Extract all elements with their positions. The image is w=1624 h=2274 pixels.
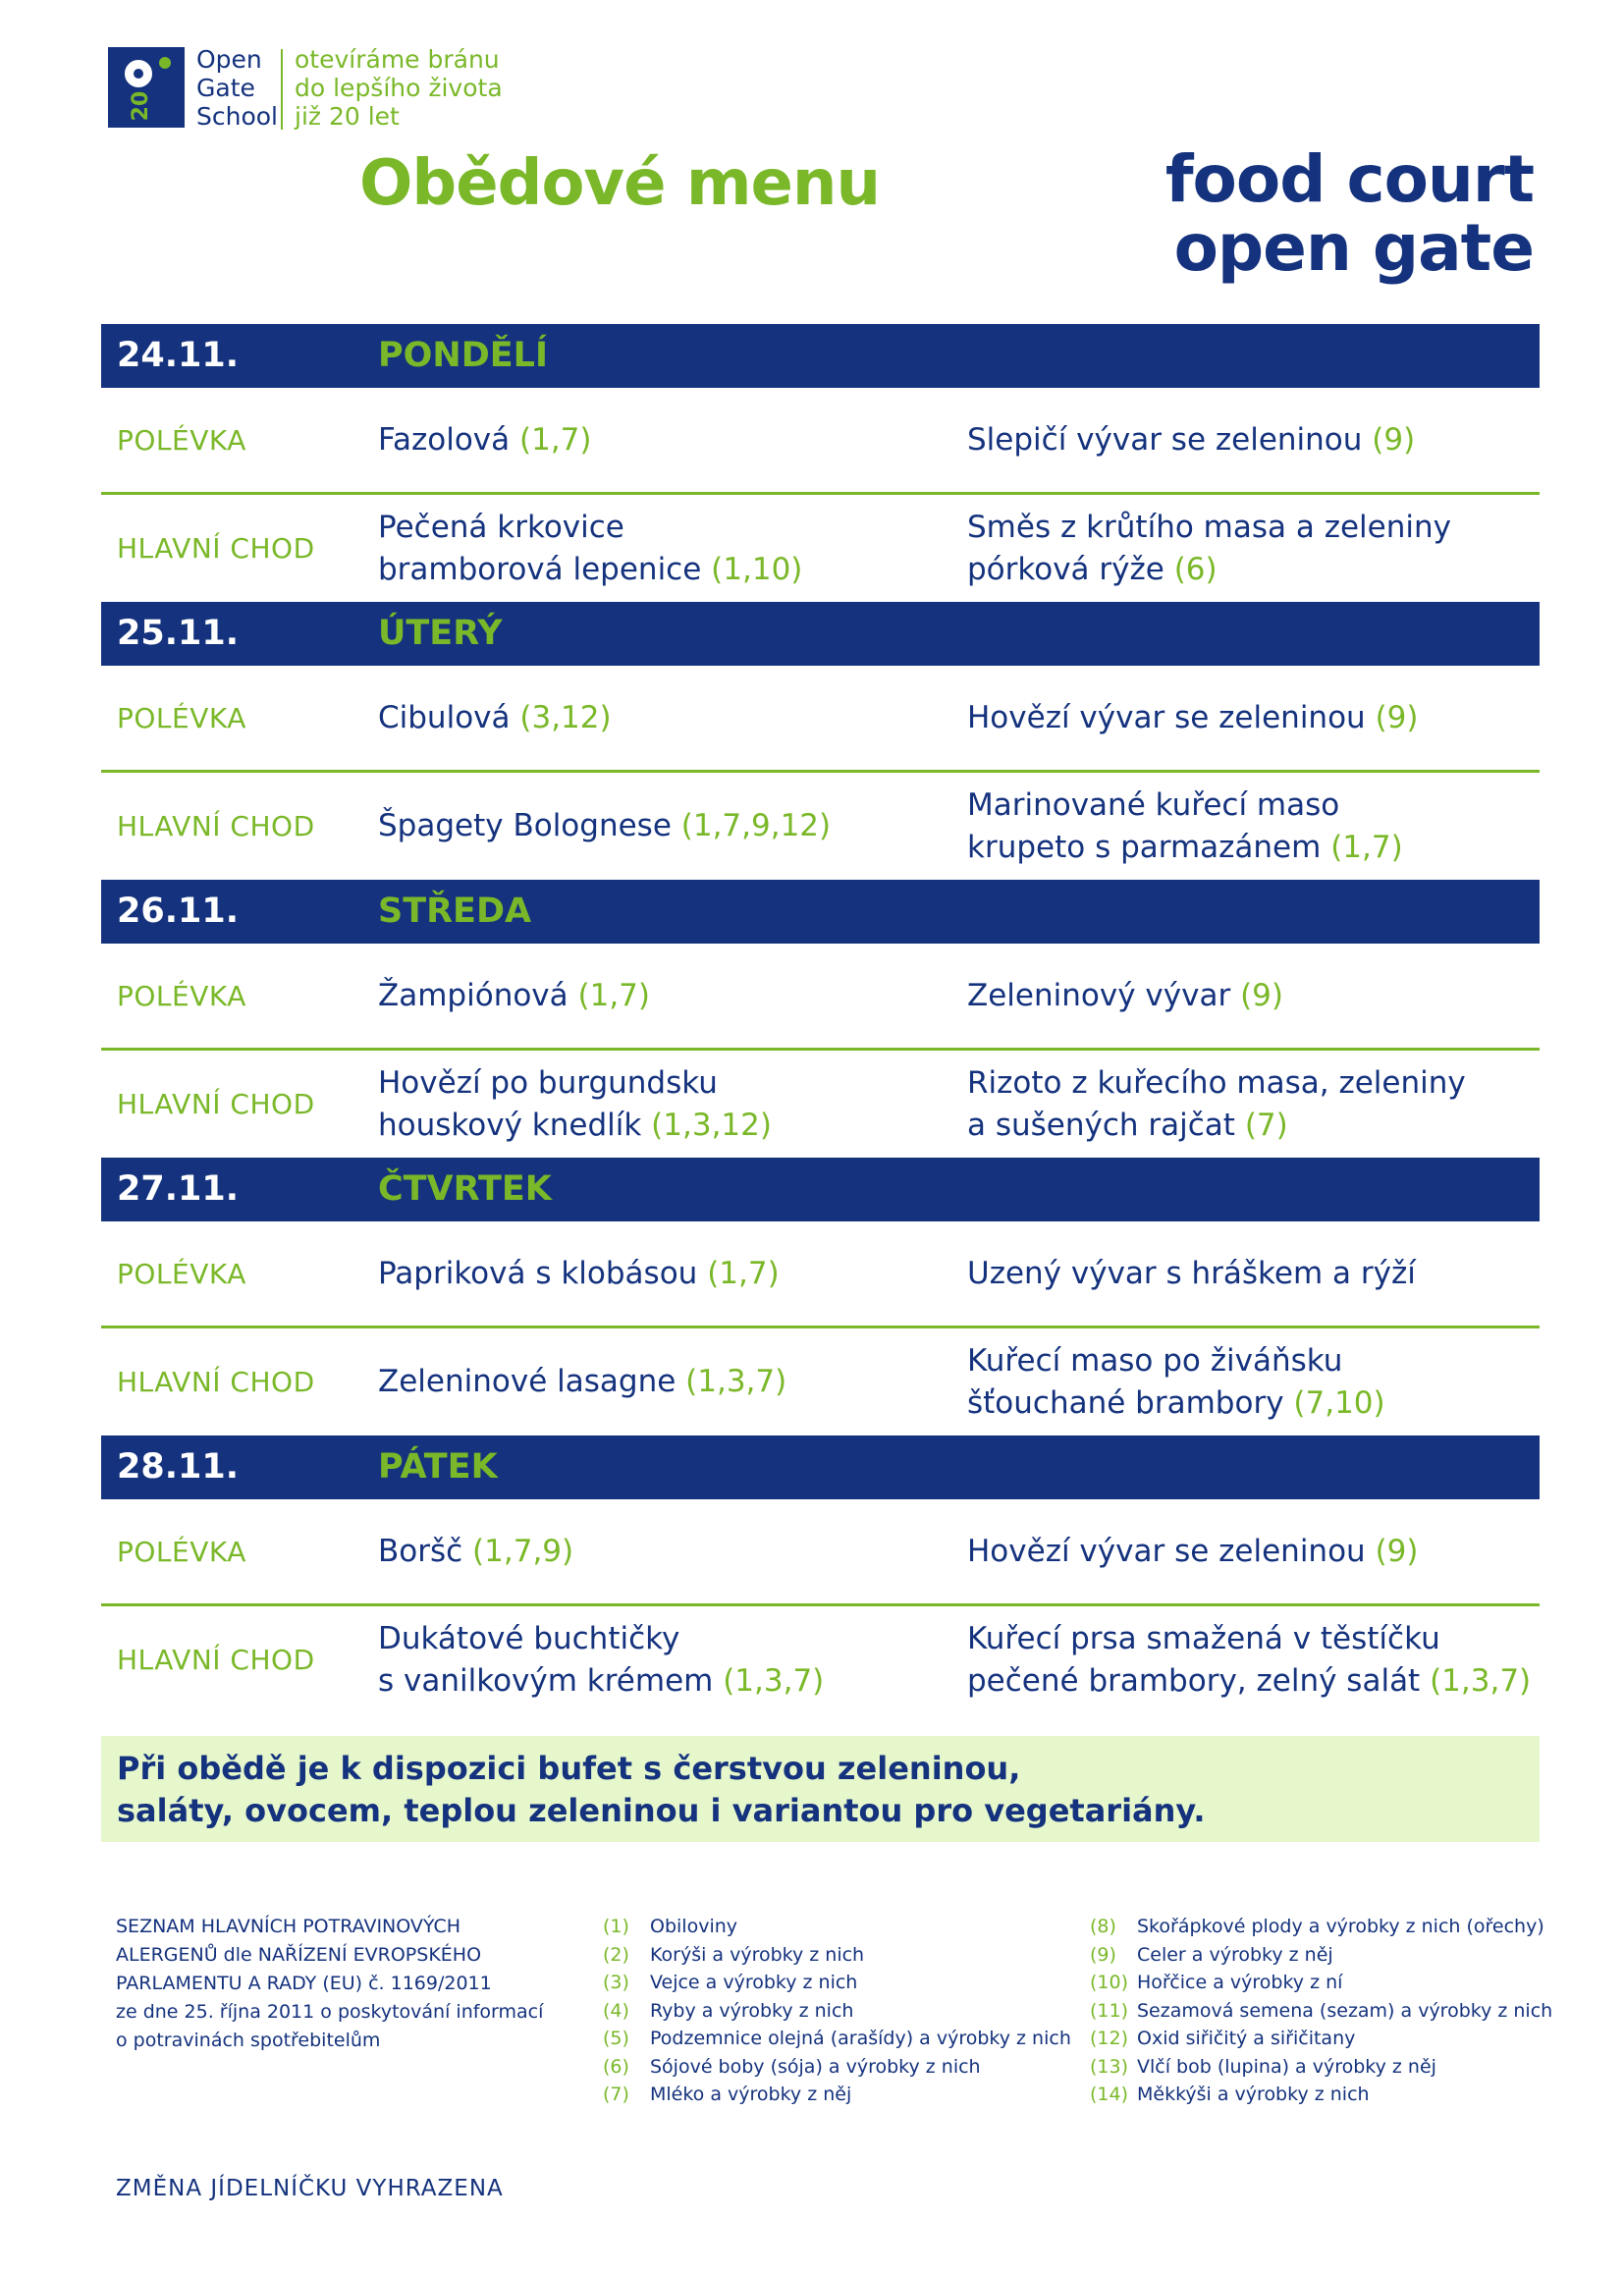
dish-line xyxy=(378,697,612,739)
dish-name: Boršč xyxy=(378,1533,463,1569)
main-course-row xyxy=(101,1328,1540,1435)
dish-text xyxy=(378,1618,824,1703)
dish-text xyxy=(967,507,1451,591)
allergen-item xyxy=(1090,2053,1552,2082)
dish-name: pečené brambory, zelný salát xyxy=(967,1662,1421,1699)
allergen-codes: (1,7) xyxy=(519,421,592,458)
dish-name: Marinované kuřecí maso xyxy=(967,786,1340,823)
dish-name: s vanilkovým krémem xyxy=(378,1662,714,1699)
allergen-legend-title: SEZNAM HLAVNÍCH POTRAVINOVÝCH ALERGENŮ dle NAŘÍZENÍ EVROPSKÉHO PARLAMENTU A RADY (EU) č. 1169/2011 ze dne 25. října 2011 o poskytování informací o potravinách spotřebitelům xyxy=(116,1916,544,2051)
main-course-row xyxy=(101,1051,1540,1158)
dish-line xyxy=(378,1361,786,1403)
dish-line xyxy=(378,1531,573,1573)
allergen-name: Vlčí bob (lupina) a výrobky z něj xyxy=(1137,2055,1436,2078)
dish-line xyxy=(378,1105,772,1147)
allergen-number: (8) xyxy=(1090,1916,1116,1937)
dish-option xyxy=(378,495,957,602)
course-label: POLÉVKA xyxy=(117,423,246,457)
allergen-list-a xyxy=(603,1913,1071,2109)
allergen-number: (11) xyxy=(1090,1999,1129,2022)
dish-text xyxy=(378,419,592,461)
allergen-codes: (7) xyxy=(1244,1107,1288,1143)
allergen-item xyxy=(603,1969,1071,1997)
allergen-item xyxy=(603,1997,1071,2026)
dish-text xyxy=(967,975,1283,1017)
dish-option xyxy=(967,1499,1537,1603)
allergen-codes: (1,3,12) xyxy=(651,1107,772,1143)
allergen-item xyxy=(603,2053,1071,2082)
dish-option xyxy=(378,1606,957,1713)
allergen-name: Sezamová semena (sezam) a výrobky z nich xyxy=(1137,1999,1553,2022)
dish-name: pórková rýže xyxy=(967,551,1164,587)
dish-option xyxy=(967,1051,1537,1158)
dish-text xyxy=(378,1361,786,1403)
dish-text xyxy=(967,1618,1531,1703)
allergen-number: (4) xyxy=(603,1999,629,2022)
allergen-codes: (1,10) xyxy=(711,551,803,587)
allergen-number: (14) xyxy=(1090,2084,1129,2105)
dish-line xyxy=(967,1105,1466,1147)
dish-name: Zeleninový vývar xyxy=(967,977,1231,1013)
logo-name: Open Gate School xyxy=(196,45,278,131)
day-name: PONDĚLÍ xyxy=(378,336,548,375)
dish-line xyxy=(967,827,1403,869)
day-name: PÁTEK xyxy=(378,1447,498,1487)
soup-row xyxy=(101,388,1540,495)
dish-name: a sušených rajčat xyxy=(967,1107,1235,1143)
allergen-codes: (3,12) xyxy=(519,699,612,735)
allergen-codes: (1,7) xyxy=(1330,829,1403,865)
dish-option xyxy=(378,1499,957,1603)
dish-name: Fazolová xyxy=(378,421,511,458)
dish-line xyxy=(378,1062,772,1105)
allergen-number: (12) xyxy=(1090,2028,1129,2049)
dish-name: Dukátové buchtičky xyxy=(378,1620,680,1656)
course-label: HLAVNÍ CHOD xyxy=(117,810,315,842)
allergen-number: (13) xyxy=(1090,2055,1129,2078)
dish-line xyxy=(967,507,1451,549)
day-header xyxy=(101,602,1540,666)
allergen-item xyxy=(603,2081,1071,2109)
dish-text xyxy=(967,1340,1385,1425)
allergen-number: (3) xyxy=(603,1972,629,1993)
allergen-codes: (9) xyxy=(1375,699,1419,735)
weekly-menu xyxy=(101,324,1540,1713)
dish-text xyxy=(378,507,802,591)
page-title: Obědové menu xyxy=(359,147,881,220)
allergen-name: Sójové boby (sója) a výrobky z nich xyxy=(650,2055,981,2078)
allergen-codes: (9) xyxy=(1375,1533,1419,1569)
dish-name: Kuřecí prsa smažená v těstíčku xyxy=(967,1620,1440,1656)
dish-line xyxy=(967,1253,1416,1295)
dish-text xyxy=(378,697,612,739)
dish-option xyxy=(378,1328,957,1435)
day-header xyxy=(101,1435,1540,1499)
dish-name: krupeto s parmazánem xyxy=(967,829,1322,865)
dish-option xyxy=(378,773,957,880)
day-name: ÚTERÝ xyxy=(378,614,503,653)
day-date: 28.11. xyxy=(117,1447,240,1487)
dish-name: Kuřecí maso po živáňsku xyxy=(967,1342,1343,1379)
dish-text xyxy=(967,785,1403,869)
allergen-name: Měkkýši a výrobky z nich xyxy=(1137,2084,1370,2105)
dish-text xyxy=(967,1253,1416,1295)
dish-line xyxy=(967,1340,1385,1382)
day-header xyxy=(101,880,1540,944)
allergen-number: (6) xyxy=(603,2055,629,2078)
buffet-notice: Při obědě je k dispozici bufet s čerstvou zeleninou, saláty, ovocem, teplou zeleninou i variantou pro vegetariány. xyxy=(101,1736,1540,1842)
tagline: otevíráme bránu do lepšího života již 20 let xyxy=(295,45,503,131)
course-label: POLÉVKA xyxy=(117,1535,246,1568)
allergen-codes: (9) xyxy=(1240,977,1283,1013)
dish-name: Pečená krkovice xyxy=(378,509,624,545)
course-label: HLAVNÍ CHOD xyxy=(117,1088,315,1120)
dish-line xyxy=(967,697,1418,739)
allergen-number: (10) xyxy=(1090,1972,1129,1993)
dish-text xyxy=(378,1253,780,1295)
dish-name: Hovězí po burgundsku xyxy=(378,1064,718,1101)
main-course-row xyxy=(101,773,1540,880)
dish-name: Papriková s klobásou xyxy=(378,1255,698,1291)
allergen-number: (2) xyxy=(603,1943,629,1966)
day-date: 24.11. xyxy=(117,336,240,375)
dish-name: šťouchané brambory xyxy=(967,1384,1284,1421)
allergen-list-b xyxy=(1090,1913,1552,2109)
brand-title: food court open gate xyxy=(1164,141,1534,286)
dish-text xyxy=(378,1062,772,1147)
allergen-codes: (1,7,9,12) xyxy=(680,808,832,843)
course-label: POLÉVKA xyxy=(117,1257,246,1290)
allergen-item xyxy=(603,1941,1071,1970)
day-name: STŘEDA xyxy=(378,892,532,931)
allergen-item xyxy=(603,1913,1071,1941)
allergen-name: Skořápkové plody a výrobky z nich (ořechy) xyxy=(1137,1916,1544,1937)
dish-option xyxy=(378,1221,957,1326)
dish-option xyxy=(967,666,1537,770)
day-name: ČTVRTEK xyxy=(378,1169,552,1209)
soup-row xyxy=(101,666,1540,773)
allergen-number: (1) xyxy=(603,1916,629,1937)
dish-option xyxy=(967,944,1537,1048)
dish-line xyxy=(378,549,802,591)
course-label: POLÉVKA xyxy=(117,979,246,1012)
dish-line xyxy=(967,975,1283,1017)
dish-text xyxy=(378,975,650,1017)
soup-row xyxy=(101,1499,1540,1606)
dish-name: Směs z krůtího masa a zeleniny xyxy=(967,509,1451,545)
day-header xyxy=(101,324,1540,388)
dish-line xyxy=(967,549,1451,591)
day-date: 27.11. xyxy=(117,1169,240,1209)
dish-text xyxy=(378,805,831,847)
course-label: HLAVNÍ CHOD xyxy=(117,1644,315,1676)
allergen-number: (5) xyxy=(603,2028,629,2049)
dish-line xyxy=(967,785,1403,827)
allergen-name: Obiloviny xyxy=(650,1916,738,1937)
dish-option xyxy=(967,773,1537,880)
dish-option xyxy=(967,495,1537,602)
allergen-name: Oxid siřičitý a siřičitany xyxy=(1137,2028,1356,2049)
allergen-name: Vejce a výrobky z nich xyxy=(650,1972,858,1993)
allergen-name: Ryby a výrobky z nich xyxy=(650,1999,854,2022)
allergen-name: Hořčice a výrobky z ní xyxy=(1137,1972,1343,1993)
dish-name: Rizoto z kuřecího masa, zeleniny xyxy=(967,1064,1466,1101)
allergen-codes: (6) xyxy=(1173,551,1218,587)
dish-option xyxy=(378,1051,957,1158)
dish-name: Špagety Bolognese xyxy=(378,808,672,843)
dish-option xyxy=(967,1328,1537,1435)
dish-option xyxy=(378,388,957,492)
main-course-row xyxy=(101,1606,1540,1713)
dish-name: Zeleninové lasagne xyxy=(378,1364,677,1399)
dish-text xyxy=(967,1531,1418,1573)
dish-line xyxy=(378,507,802,549)
allergen-item xyxy=(1090,2081,1552,2109)
main-course-row xyxy=(101,495,1540,602)
allergen-name: Podzemnice olejná (arašídy) a výrobky z nich xyxy=(650,2028,1071,2049)
dish-option xyxy=(967,1221,1537,1326)
dish-name: Slepičí vývar se zeleninou xyxy=(967,421,1363,458)
allergen-codes: (1,7) xyxy=(707,1255,780,1291)
dish-option xyxy=(967,388,1537,492)
logo-divider xyxy=(281,49,283,130)
allergen-name: Mléko a výrobky z něj xyxy=(650,2084,852,2105)
allergen-number: (9) xyxy=(1090,1943,1116,1966)
allergen-codes: (9) xyxy=(1372,421,1416,458)
allergen-codes: (1,3,7) xyxy=(1430,1662,1532,1699)
dish-name: Žampiónová xyxy=(378,977,568,1013)
dish-line xyxy=(967,1660,1531,1703)
footer-note: ZMĚNA JÍDELNÍČKU VYHRAZENA xyxy=(116,2176,504,2201)
dish-text xyxy=(967,697,1418,739)
dish-name: Hovězí vývar se zeleninou xyxy=(967,1533,1366,1569)
dish-text xyxy=(378,1531,573,1573)
dish-line xyxy=(967,1618,1531,1660)
dish-line xyxy=(378,975,650,1017)
dish-line xyxy=(967,1382,1385,1425)
dish-line xyxy=(967,419,1415,461)
logo-dot-icon xyxy=(159,57,171,69)
dish-text xyxy=(967,419,1415,461)
course-label: POLÉVKA xyxy=(117,701,246,734)
allergen-number: (7) xyxy=(603,2084,629,2105)
dish-name: Hovězí vývar se zeleninou xyxy=(967,699,1366,735)
day-date: 25.11. xyxy=(117,614,240,653)
logo-ring-icon xyxy=(125,60,152,87)
allergen-item xyxy=(1090,1997,1552,2026)
logo-mark xyxy=(108,47,185,128)
allergen-name: Korýši a výrobky z nich xyxy=(650,1943,865,1966)
allergen-item xyxy=(1090,1941,1552,1970)
allergen-name: Celer a výrobky z něj xyxy=(1137,1943,1333,1966)
dish-name: Cibulová xyxy=(378,699,511,735)
day-date: 26.11. xyxy=(117,892,240,931)
allergen-item xyxy=(1090,1913,1552,1941)
dish-line xyxy=(378,805,831,847)
dish-line xyxy=(378,1618,824,1660)
dish-line xyxy=(967,1531,1418,1573)
dish-option xyxy=(378,666,957,770)
allergen-codes: (1,3,7) xyxy=(685,1364,787,1399)
allergen-item xyxy=(1090,1969,1552,1997)
dish-line xyxy=(378,1253,780,1295)
dish-line xyxy=(378,419,592,461)
allergen-codes: (1,7,9) xyxy=(472,1533,574,1569)
allergen-codes: (1,7) xyxy=(577,977,651,1013)
course-label: HLAVNÍ CHOD xyxy=(117,532,315,565)
soup-row xyxy=(101,944,1540,1051)
day-header xyxy=(101,1158,1540,1221)
dish-name: houskový knedlík xyxy=(378,1107,642,1143)
course-label: HLAVNÍ CHOD xyxy=(117,1366,315,1398)
allergen-codes: (7,10) xyxy=(1293,1384,1385,1421)
dish-name: Uzený vývar s hráškem a rýží xyxy=(967,1255,1416,1291)
allergen-item xyxy=(1090,2025,1552,2053)
dish-option xyxy=(378,944,957,1048)
dish-name: bramborová lepenice xyxy=(378,551,702,587)
dish-text xyxy=(967,1062,1466,1147)
soup-row xyxy=(101,1221,1540,1328)
logo-number: 20 xyxy=(129,90,153,122)
dish-line xyxy=(378,1660,824,1703)
allergen-item xyxy=(603,2025,1071,2053)
allergen-codes: (1,3,7) xyxy=(723,1662,825,1699)
dish-option xyxy=(967,1606,1537,1713)
dish-line xyxy=(967,1062,1466,1105)
